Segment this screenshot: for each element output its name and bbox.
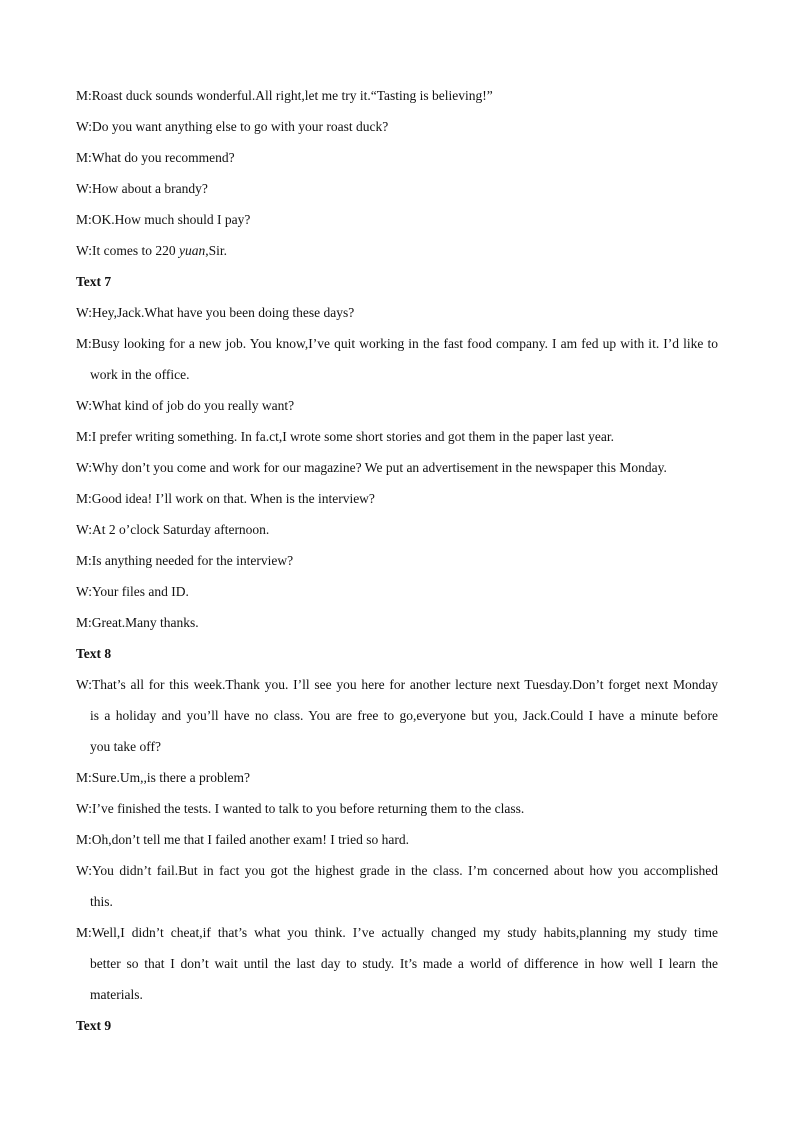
dialogue-text: ,Sir. — [205, 243, 227, 258]
section-heading-text8: Text 8 — [76, 646, 112, 661]
dialogue-line: W:I’ve finished the tests. I wanted to talk to you before returning them to the class. — [76, 801, 525, 816]
dialogue-paragraph — [76, 917, 718, 1010]
dialogue-line: W:At 2 o’clock Saturday afternoon. — [76, 522, 270, 537]
dialogue-text: this. — [90, 894, 113, 909]
dialogue-paragraph — [76, 328, 718, 390]
dialogue-line: W:Why don’t you come and work for our magazine? We put an advertisement in the newspaper this Monday. — [76, 460, 667, 475]
dialogue-line: W:How about a brandy? — [76, 181, 208, 196]
dialogue-text: M:Well,I didn’t cheat,if that’s what you think. I’ve actually changed my study habits,planning my study time — [76, 925, 718, 940]
dialogue-paragraph — [76, 669, 718, 762]
dialogue-text: materials. — [90, 987, 143, 1002]
dialogue-line: M:Great.Many thanks. — [76, 615, 199, 630]
dialogue-line: W:Your files and ID. — [76, 584, 189, 599]
dialogue-line: M:OK.How much should I pay? — [76, 212, 251, 227]
dialogue-line: M:Oh,don’t tell me that I failed another exam! I tried so hard. — [76, 832, 410, 847]
dialogue-text: work in the office. — [90, 367, 190, 382]
dialogue-text: W:You didn’t fail.But in fact you got the highest grade in the class. I’m concerned about how you accomplished — [76, 863, 718, 878]
dialogue-line: M:Is anything needed for the interview? — [76, 553, 294, 568]
dialogue-line: M:What do you recommend? — [76, 150, 235, 165]
dialogue-text: W:That’s all for this week.Thank you. I’ll see you here for another lecture next Tuesday.Don’t forget next Monday — [76, 677, 718, 692]
dialogue-line — [76, 235, 718, 266]
dialogue-line: M:I prefer writing something. In fa.ct,I wrote some short stories and got them in the paper last year. — [76, 429, 614, 444]
dialogue-text: M:Busy looking for a new job. You know,I’ve quit working in the fast food company. I am fed up with it. I’d like to — [76, 336, 718, 351]
dialogue-line: W:What kind of job do you really want? — [76, 398, 295, 413]
dialogue-line: W:Hey,Jack.What have you been doing these days? — [76, 305, 355, 320]
dialogue-text: is a holiday and you’ll have no class. You are free to go,everyone but you, Jack.Could I have a minute before — [90, 708, 718, 723]
dialogue-paragraph — [76, 855, 718, 917]
dialogue-line: W:Do you want anything else to go with your roast duck? — [76, 119, 389, 134]
section-heading-text7: Text 7 — [76, 274, 112, 289]
dialogue-line: M:Sure.Um,,is there a problem? — [76, 770, 250, 785]
dialogue-text: W:It comes to 220 — [76, 243, 179, 258]
dialogue-text: you take off? — [90, 739, 161, 754]
dialogue-text: better so that I don’t wait until the last day to study. It’s made a world of difference in how well I learn the — [90, 956, 718, 971]
dialogue-line: M:Roast duck sounds wonderful.All right,let me try it.“Tasting is believing!” — [76, 88, 493, 103]
section-heading-text9: Text 9 — [76, 1018, 112, 1033]
dialogue-line: M:Good idea! I’ll work on that. When is the interview? — [76, 491, 375, 506]
currency-word: yuan — [178, 243, 206, 258]
